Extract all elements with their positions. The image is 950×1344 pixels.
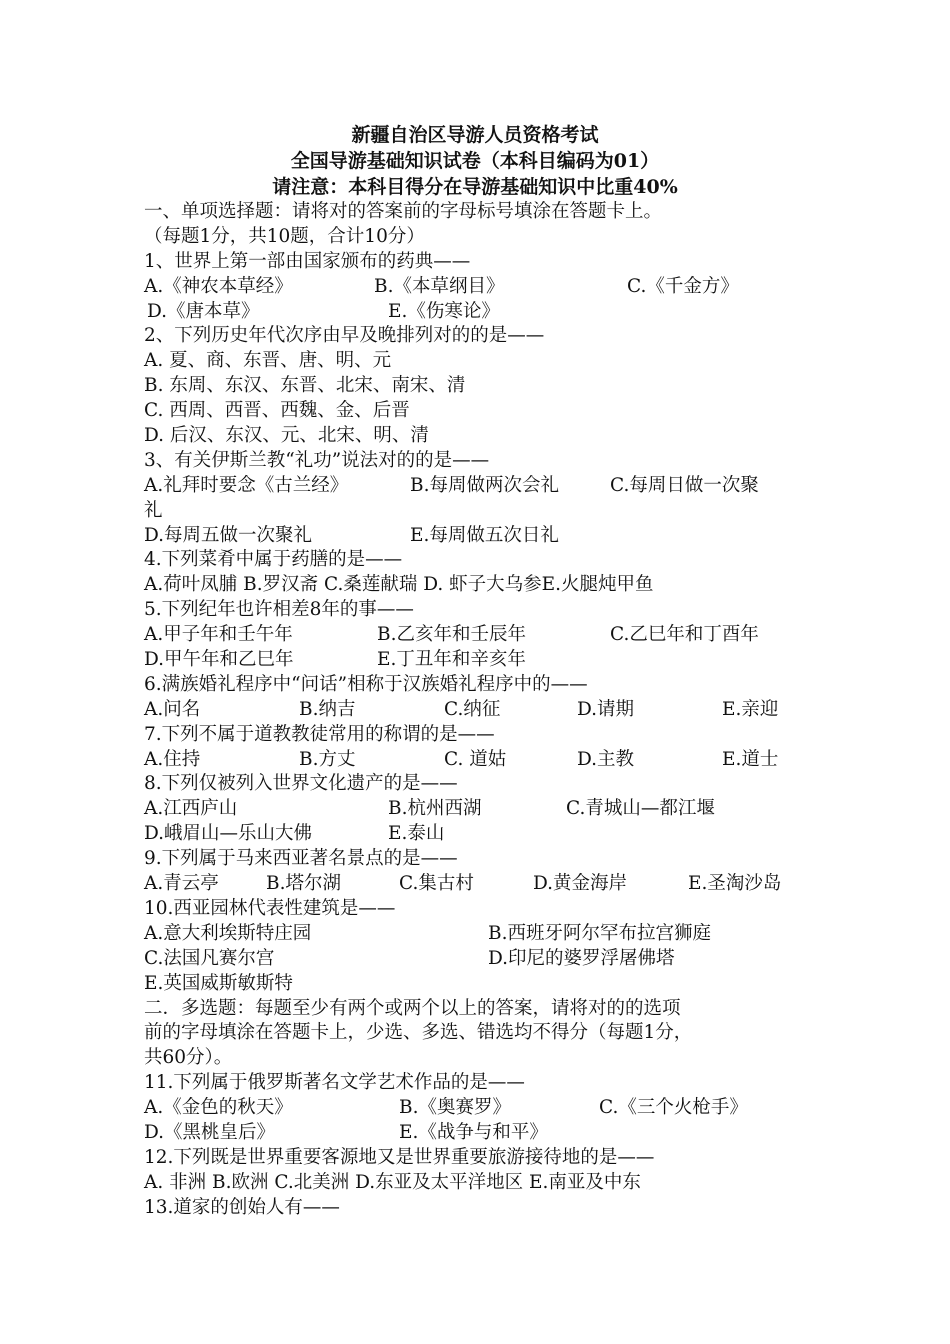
option-d: D.印尼的婆罗浮屠佛塔: [488, 947, 675, 969]
paper-title: 全国导游基础知识试卷（本科目编码为01）: [290, 150, 660, 172]
option-d: D.甲午年和乙巳年: [144, 649, 294, 671]
option-a: A.江西庐山: [144, 798, 238, 820]
option-b: B.《本草纲目》: [374, 275, 505, 297]
question-10-options-row2: [144, 947, 809, 972]
option-b: B.塔尔湖: [266, 873, 341, 895]
question-8-options-row1: [144, 797, 809, 822]
option-c: C.青城山—都江堰: [566, 798, 715, 820]
option-c: C. 西周、西晋、西魏、金、后晋: [144, 400, 410, 422]
option-e: E.亲迎: [722, 698, 779, 720]
question-11-options-row1: [144, 1096, 809, 1121]
option-e: E.《战争与和平》: [399, 1121, 548, 1143]
question-4-options: A.荷叶凤脯 B.罗汉斋 C.桑莲献瑞 D. 虾子大乌参E.火腿炖甲鱼: [144, 574, 654, 596]
question-8-options-row2: [144, 822, 809, 847]
question-5-stem: 5.下列纪年也许相差8年的事——: [144, 599, 414, 621]
option-e: E.每周做五次日礼: [410, 524, 559, 546]
option-b: B.方丈: [299, 748, 356, 770]
question-5-options-row2: [144, 648, 809, 673]
option-c: C.集古村: [399, 873, 474, 895]
option-c: C.每周日做一次聚: [610, 474, 759, 496]
option-e: E.丁丑年和辛亥年: [377, 649, 526, 671]
question-4-stem: 4.下列菜肴中属于药膳的是——: [144, 549, 403, 571]
option-d: D.请期: [577, 698, 635, 720]
option-a: A.青云亭: [144, 873, 219, 895]
option-b: B.每周做两次会礼: [410, 474, 559, 496]
section-2-heading-end: 共60分）。: [144, 1047, 233, 1069]
question-9-stem: 9.下列属于马来西亚著名景点的是——: [144, 848, 458, 870]
question-11-stem: 11.下列属于俄罗斯著名文学艺术作品的是——: [144, 1072, 525, 1094]
question-3-options-row1: [144, 474, 809, 499]
option-e: E.英国威斯敏斯特: [144, 972, 293, 994]
option-d: D.主教: [577, 748, 635, 770]
question-6-options: [144, 698, 809, 723]
question-12-options: A. 非洲 B.欧洲 C.北美洲 D.东亚及太平洋地区 E.南亚及中东: [144, 1171, 641, 1193]
exam-body: [144, 200, 809, 1221]
option-d: D. 后汉、东汉、元、北宋、明、清: [144, 425, 429, 447]
exam-header: [0, 122, 950, 200]
question-6-stem: 6.满族婚礼程序中“问话”相称于汉族婚礼程序中的——: [144, 673, 588, 695]
question-12-stem: 12.下列既是世界重要客源地又是世界重要旅游接待地的是——: [144, 1146, 655, 1168]
option-c-wrap: 礼: [144, 499, 163, 521]
question-1-stem: 1、世界上第一部由国家颁布的药典——: [144, 250, 471, 272]
option-d: D.黄金海岸: [533, 873, 628, 895]
option-a: A.问名: [144, 698, 201, 720]
option-e: E.泰山: [388, 823, 445, 845]
option-a: A.《金色的秋天》: [144, 1097, 293, 1119]
option-e: E.道士: [722, 748, 779, 770]
question-9-options: [144, 872, 809, 897]
option-b: B.杭州西湖: [388, 798, 482, 820]
option-b: B. 东周、东汉、东晋、北宋、南宋、清: [144, 375, 466, 397]
question-1-options-row2: [144, 300, 809, 325]
question-5-options-row1: [144, 623, 809, 648]
exam-title: 新疆自治区导游人员资格考试: [351, 124, 599, 146]
option-c: C.法国凡赛尔宫: [144, 947, 275, 969]
option-c: C.纳征: [444, 698, 501, 720]
question-1-options-row1: [144, 275, 809, 300]
option-b: B.纳吉: [299, 698, 356, 720]
option-a: A.礼拜时要念《古兰经》: [144, 474, 349, 496]
option-c: C.乙巳年和丁酉年: [610, 624, 759, 646]
question-13-stem: 13.道家的创始人有——: [144, 1196, 340, 1218]
question-3-options-row2: [144, 524, 809, 549]
section-2-heading-cont: 前的字母填涂在答题卡上，少选、多选、错选均不得分（每题1分，: [144, 1022, 693, 1044]
section-1-heading: 一、单项选择题：请将对的答案前的字母标号填涂在答题卡上。: [144, 201, 663, 222]
option-e: E.圣淘沙岛: [688, 873, 782, 895]
option-e: E.《伤寒论》: [388, 300, 500, 322]
option-c: C.《千金方》: [627, 275, 739, 297]
option-a: A.住持: [144, 748, 201, 770]
question-2-stem: 2、下列历史年代次序由早及晚排列对的的是——: [144, 325, 545, 347]
question-10-options-row1: [144, 922, 809, 947]
question-3-stem: 3、有关伊斯兰教“礼功”说法对的的是——: [144, 449, 490, 471]
weight-notice: 请注意：本科目得分在导游基础知识中比重40%: [272, 176, 678, 198]
option-a: A.《神农本草经》: [144, 275, 293, 297]
question-11-options-row2: [144, 1121, 809, 1146]
question-7-options: [144, 748, 809, 773]
question-7-stem: 7.下列不属于道教教徒常用的称谓的是——: [144, 723, 495, 745]
question-8-stem: 8.下列仅被列入世界文化遗产的是——: [144, 773, 458, 795]
option-d: D.每周五做一次聚礼: [144, 524, 313, 546]
option-d: D.《唐本草》: [147, 300, 260, 322]
question-10-stem: 10.西亚园林代表性建筑是——: [144, 897, 396, 919]
option-a: A.甲子年和壬午年: [144, 624, 293, 646]
option-b: B.《奥赛罗》: [399, 1097, 511, 1119]
option-d: D.《黑桃皇后》: [144, 1121, 276, 1143]
section-2-heading: 二．多选题：每题至少有两个或两个以上的答案，请将对的的选项: [144, 997, 681, 1019]
option-c: C. 道姑: [444, 748, 507, 770]
option-b: B.乙亥年和壬辰年: [377, 624, 526, 646]
option-c: C.《三个火枪手》: [599, 1097, 748, 1119]
option-d: D.峨眉山—乐山大佛: [144, 823, 313, 845]
option-a: A. 夏、商、东晋、唐、明、元: [144, 350, 392, 372]
option-a: A.意大利埃斯特庄园: [144, 922, 312, 944]
section-1-note: （每题1分，共10题，合计10分）: [144, 225, 425, 247]
option-b: B.西班牙阿尔罕布拉宫狮庭: [488, 922, 711, 944]
